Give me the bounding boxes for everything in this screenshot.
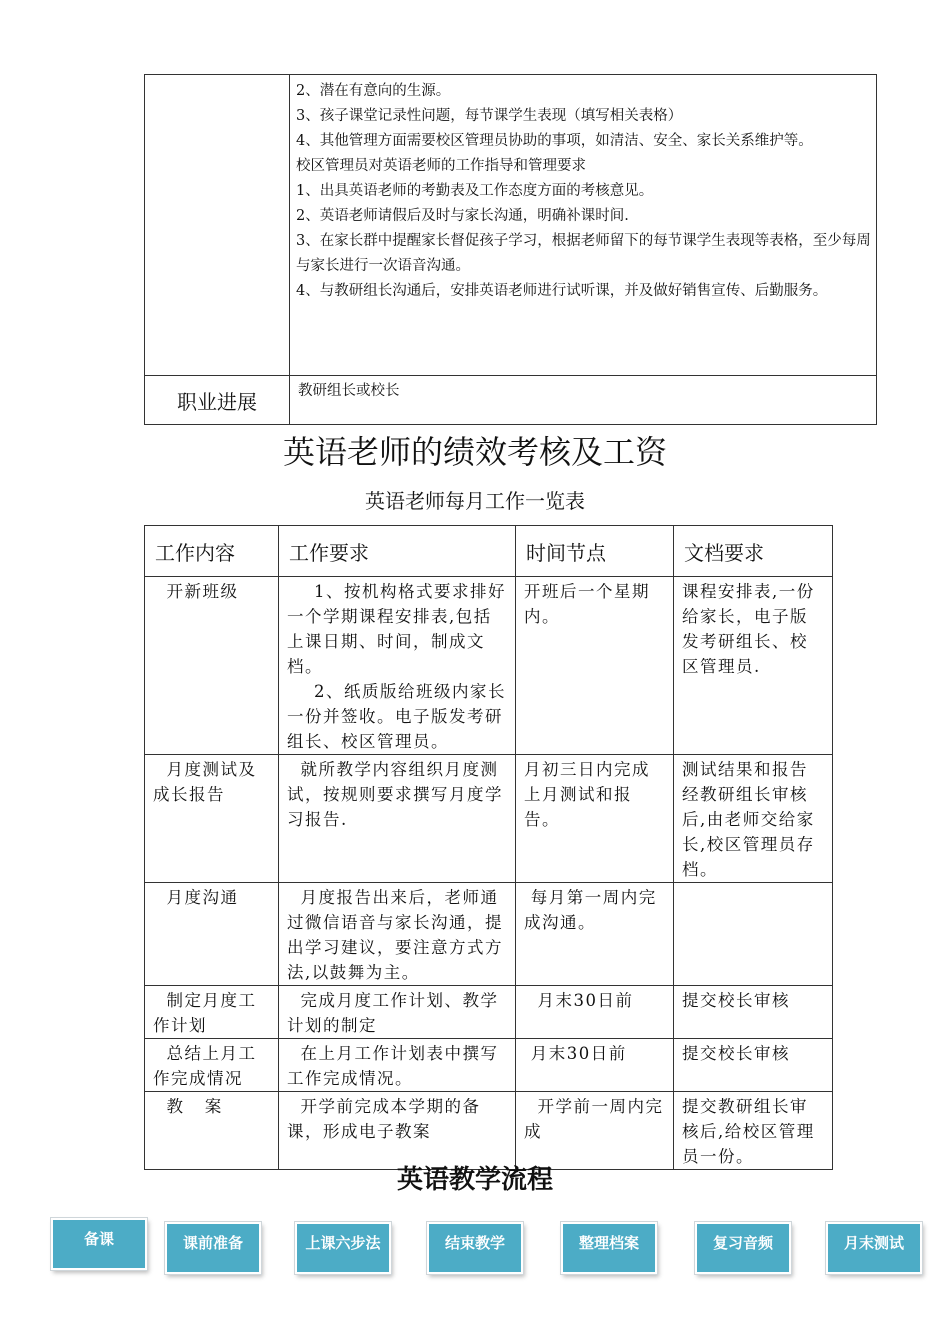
table-header-row xyxy=(145,526,833,577)
work-content-cell: 教 案 xyxy=(145,1092,279,1170)
table-divider xyxy=(289,75,290,424)
document-requirement-cell: 提交校长审核 xyxy=(674,986,833,1039)
table-row xyxy=(145,1092,833,1170)
responsibilities-cell xyxy=(296,79,871,304)
work-content-cell: 月度沟通 xyxy=(145,883,279,986)
time-node-cell: 开班后一个星期内。 xyxy=(516,577,674,755)
document-requirement-cell: 测试结果和报告经教研组长审核后,由老师交给家长,校区管理员存档。 xyxy=(674,755,833,883)
table-row xyxy=(145,755,833,883)
column-header: 工作内容 xyxy=(145,526,279,577)
flow-step-prepare-lesson: 备课 xyxy=(51,1218,147,1270)
work-requirement-cell: 开学前完成本学期的备课，形成电子教案 xyxy=(279,1092,516,1170)
table-row xyxy=(145,986,833,1039)
column-header: 文档要求 xyxy=(674,526,833,577)
time-node-cell: 每月第一周内完成沟通。 xyxy=(516,883,674,986)
work-requirement-cell: 完成月度工作计划、教学计划的制定 xyxy=(279,986,516,1039)
career-value: 教研组长或校长 xyxy=(298,383,400,399)
table-row xyxy=(145,1039,833,1092)
work-requirement-cell: 就所教学内容组织月度测试，按规则要求撰写月度学习报告. xyxy=(279,755,516,883)
responsibility-heading: 校区管理员对英语老师的工作指导和管理要求 xyxy=(296,158,586,174)
work-requirement-cell: 月度报告出来后，老师通过微信语音与家长沟通，提出学习建议，要注意方式方法,以鼓舞为主。 xyxy=(279,883,516,986)
flow-step-organize-files: 整理档案 xyxy=(561,1222,657,1274)
flow-title: 英语教学流程 xyxy=(396,1165,553,1195)
table-row xyxy=(145,577,833,755)
responsibility-line: 3、孩子课堂记录性问题，每节课学生表现（填写相关表格） xyxy=(296,108,683,124)
flow-step-review-audio: 复习音频 xyxy=(695,1222,791,1274)
career-label: 职业进展 xyxy=(177,389,257,414)
flow-step-end-teaching: 结束教学 xyxy=(427,1222,523,1274)
table-row xyxy=(145,883,833,986)
flow-step-pre-class: 课前准备 xyxy=(165,1222,261,1274)
time-node-cell: 月初三日内完成上月测试和报告。 xyxy=(516,755,674,883)
responsibility-line: 2、英语老师请假后及时与家长沟通，明确补课时间. xyxy=(296,208,629,224)
responsibility-line: 1、出具英语老师的考勤表及工作态度方面的考核意见。 xyxy=(296,183,654,199)
document-requirement-cell xyxy=(674,883,833,986)
responsibility-line: 4、与教研组长沟通后，安排英语老师进行试听课，并及做好销售宣传、后勤服务。 xyxy=(296,283,828,299)
responsibility-line: 4、其他管理方面需要校区管理员协助的事项，如清洁、安全、家长关系维护等。 xyxy=(296,133,813,149)
time-node-cell: 月末30日前 xyxy=(516,1039,674,1092)
work-requirement-cell: 在上月工作计划表中撰写工作完成情况。 xyxy=(279,1039,516,1092)
monthly-work-table xyxy=(144,525,833,1170)
document-requirement-cell: 提交校长审核 xyxy=(674,1039,833,1092)
work-content-cell: 月度测试及成长报告 xyxy=(145,755,279,883)
column-header: 工作要求 xyxy=(279,526,516,577)
responsibility-line: 3、在家长群中提醒家长督促孩子学习，根据老师留下的每节课学生表现等表格，至少每周与家长进行一次语音沟通。 xyxy=(296,233,871,274)
flow-step-monthly-test: 月末测试 xyxy=(826,1222,922,1274)
work-content-cell: 开新班级 xyxy=(145,577,279,755)
time-node-cell: 月末30日前 xyxy=(516,986,674,1039)
work-requirement-cell: 1、按机构格式要求排好一个学期课程安排表,包括上课日期、时间，制成文档。 2、纸质版给班级内家长一份并签收。电子版发考研组长、校区管理员。 xyxy=(279,577,516,755)
responsibilities-table xyxy=(144,74,877,425)
work-content-cell: 总结上月工作完成情况 xyxy=(145,1039,279,1092)
document-requirement-cell: 课程安排表,一份给家长，电子版发考研组长、校区管理员. xyxy=(674,577,833,755)
document-requirement-cell: 提交教研组长审核后,给校区管理员一份。 xyxy=(674,1092,833,1170)
flow-step-six-steps: 上课六步法 xyxy=(295,1222,391,1274)
table-title: 英语老师每月工作一览表 xyxy=(365,489,585,513)
responsibility-line: 2、潜在有意向的生源。 xyxy=(296,83,451,99)
work-content-cell: 制定月度工作计划 xyxy=(145,986,279,1039)
time-node-cell: 开学前一周内完成 xyxy=(516,1092,674,1170)
teaching-flow xyxy=(0,1218,950,1274)
column-header: 时间节点 xyxy=(516,526,674,577)
page-title: 英语老师的绩效考核及工资 xyxy=(282,433,667,471)
